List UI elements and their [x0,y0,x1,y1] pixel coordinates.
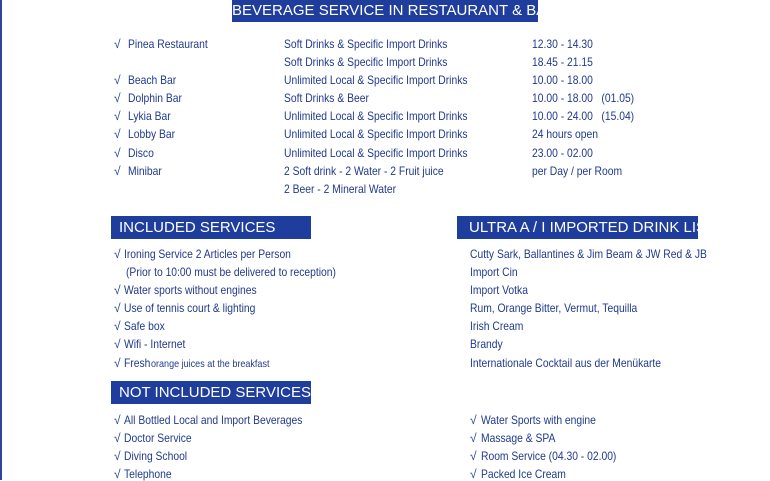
venue-hours: 12.30 - 14.30 [532,37,593,51]
list-item: Water sports without engines [124,283,257,297]
check-icon: √ [114,127,121,141]
beverage-service-title: BEVERAGE SERVICE IN RESTAURANT & BARS [232,2,568,19]
list-item: Import Cin [470,265,518,279]
venue-name: Disco [128,146,154,160]
ultra-drink-list-header [457,216,716,239]
list-item: Use of tennis court & lighting [124,301,256,315]
list-item: Telephone [124,467,172,481]
venue-drinks: Unlimited Local & Specific Import Drinks [284,109,468,123]
venue-hours: 10.00 - 18.00 [532,73,593,87]
check-icon: √ [114,283,121,297]
list-item: Diving School [124,449,188,463]
venue-name: Dolphin Bar [128,91,182,105]
list-item: Internationale Cocktail aus der Menükarte [470,356,662,370]
venue-name: Minibar [128,164,162,178]
list-item: Doctor Service [124,431,192,445]
not-included-services-title: NOT INCLUDED SERVICES [119,384,311,401]
check-icon: √ [114,356,121,370]
venue-hours: 18.45 - 21.15 [532,55,593,69]
venue-drinks: Unlimited Local & Specific Import Drinks [284,73,468,87]
check-icon: √ [114,319,121,333]
venue-drinks: 2 Soft drink - 2 Water - 2 Fruit juice [284,164,444,178]
venue-drinks: Unlimited Local & Specific Import Drinks [284,127,468,141]
venue-drinks: Unlimited Local & Specific Import Drinks [284,146,468,160]
venue-drinks: Soft Drinks & Beer [284,91,369,105]
list-item: Irish Cream [470,319,524,333]
check-icon: √ [114,91,121,105]
venue-name: Pinea Restaurant [128,37,208,51]
check-icon: √ [114,431,121,445]
venue-name: Lobby Bar [128,127,176,141]
list-item: Wifi - Internet [124,337,186,351]
list-item: Safe box [124,319,165,333]
list-item: Cutty Sark, Ballantines & Jim Beam & JW Red & JB [470,247,707,261]
check-icon: √ [114,449,121,463]
check-icon: √ [114,413,121,427]
list-item: Fresh [124,356,151,370]
list-item: Water Sports with engine [481,413,596,427]
beverage-service-header [232,0,568,22]
included-services-title: INCLUDED SERVICES [119,219,276,236]
venue-drinks: Soft Drinks & Specific Import Drinks [284,37,448,51]
included-services-header [111,216,311,239]
venue-hours: 10.00 - 18.00 (01.05) [532,91,635,105]
list-item: Brandy [470,337,503,351]
check-icon: √ [470,467,477,481]
check-icon: √ [114,73,121,87]
check-icon: √ [114,109,121,123]
list-item: Packed Ice Cream [481,467,566,481]
list-item: All Bottled Local and Import Beverages [124,413,303,427]
venue-hours: 24 hours open [532,127,598,141]
not-included-services-header [111,381,311,404]
venue-hours: per Day / per Room [532,164,623,178]
page-border [0,0,2,480]
venue-drinks: 2 Beer - 2 Mineral Water [284,182,397,196]
list-item: Ironing Service 2 Articles per Person [124,247,291,261]
list-item-small: orange juices at the breakfast [151,358,270,370]
venue-hours: 10.00 - 24.00 (15.04) [532,109,635,123]
venue-name: Lykia Bar [128,109,171,123]
list-item: (Prior to 10:00 must be delivered to reception) [126,265,336,279]
check-icon: √ [114,301,121,315]
check-icon: √ [114,146,121,160]
check-icon: √ [470,449,477,463]
list-item: Room Service (04.30 - 02.00) [481,449,617,463]
check-icon: √ [470,413,477,427]
list-item: Massage & SPA [481,431,556,445]
venue-drinks: Soft Drinks & Specific Import Drinks [284,55,448,69]
list-item: Rum, Orange Bitter, Vermut, Tequilla [470,301,638,315]
check-icon: √ [470,431,477,445]
check-icon: √ [114,337,121,351]
check-icon: √ [114,247,121,261]
check-icon: √ [114,37,121,51]
list-item: Import Votka [470,283,528,297]
ultra-drink-list-title: ULTRA A / I IMPORTED DRINK LIST [469,219,716,236]
check-icon: √ [114,467,121,481]
venue-name: Beach Bar [128,73,177,87]
venue-hours: 23.00 - 02.00 [532,146,593,160]
check-icon: √ [114,164,121,178]
